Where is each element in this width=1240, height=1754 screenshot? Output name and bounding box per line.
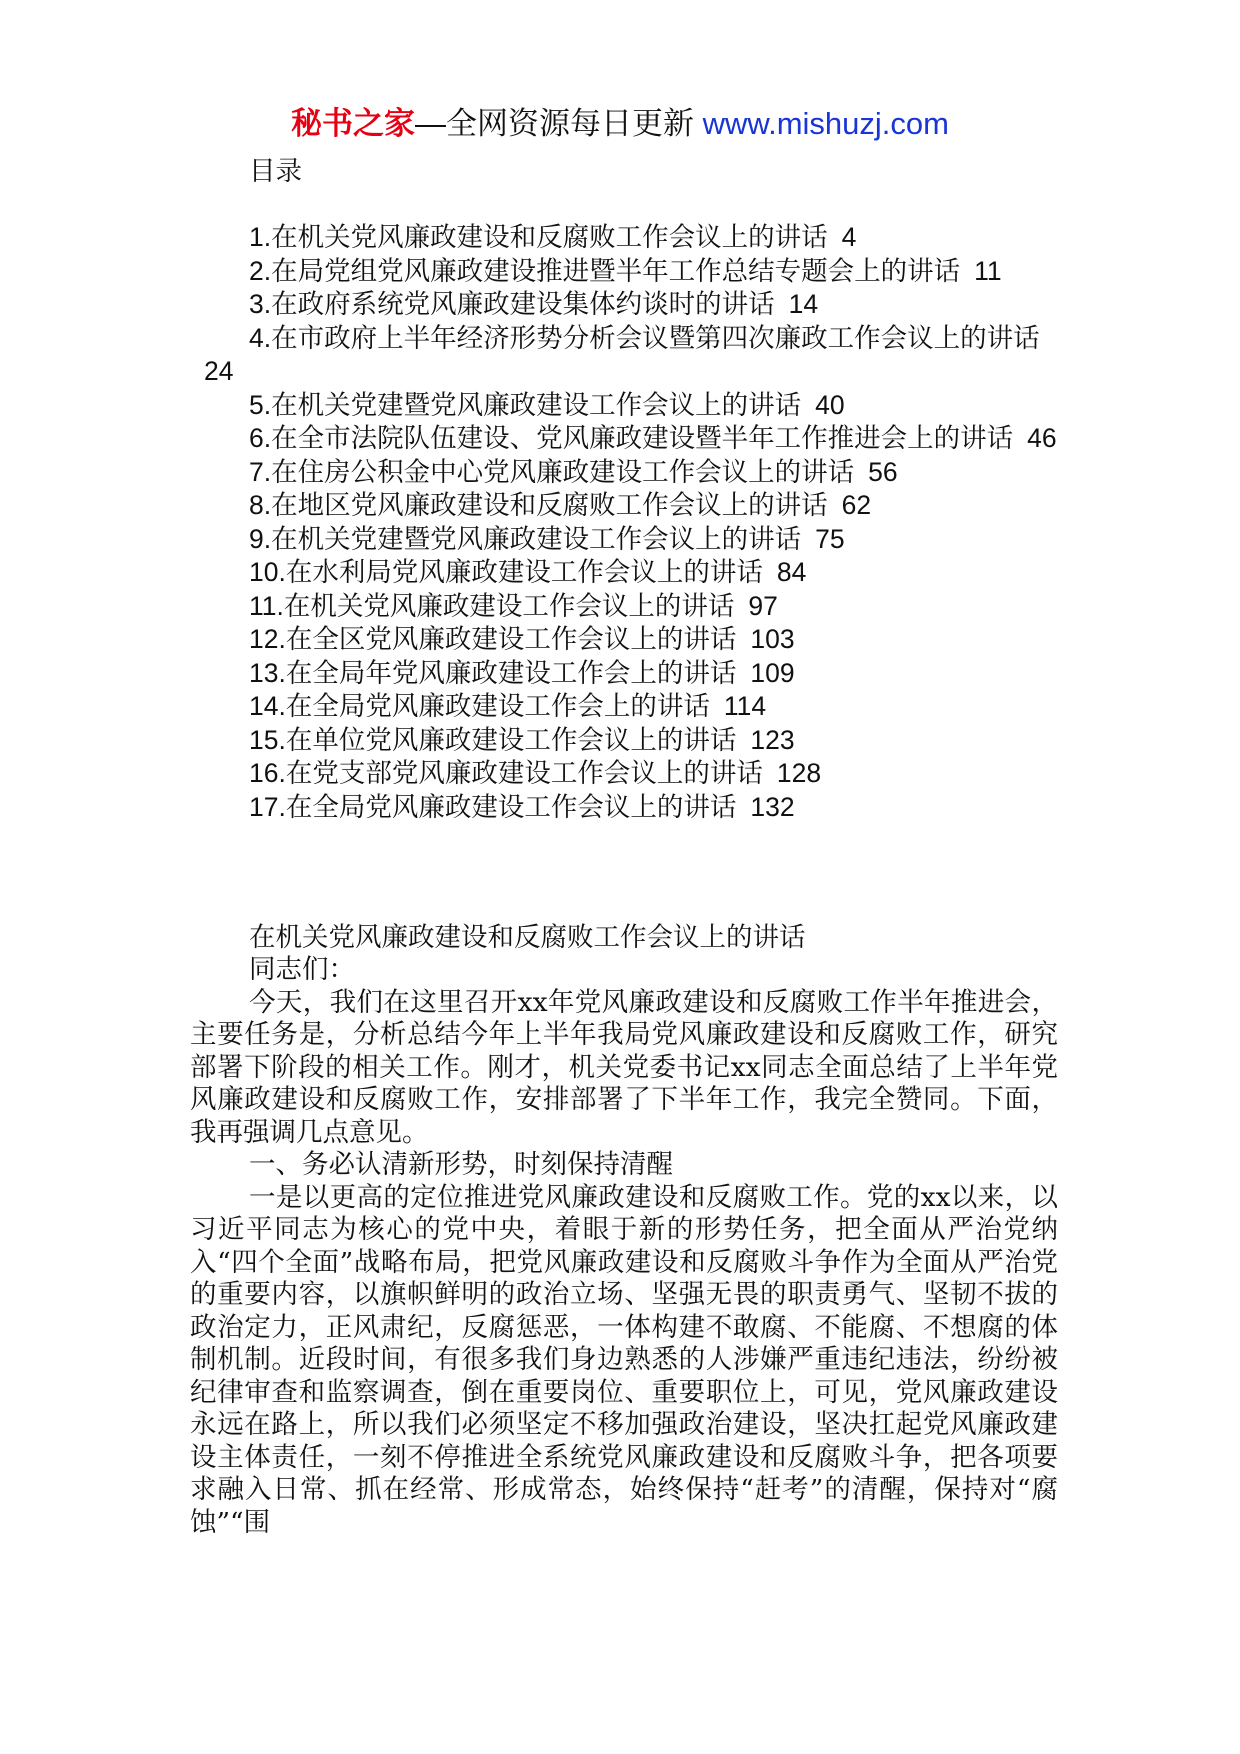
toc-entry[interactable]	[190, 556, 1058, 590]
toc-entry-title: 在机关党风廉政建设和反腐败工作会议上的讲话	[271, 222, 828, 253]
toc-entry[interactable]	[190, 623, 1058, 657]
toc-entry-page: 46	[1027, 423, 1057, 453]
toc-entry[interactable]	[190, 422, 1058, 456]
toc-entry-number: 12.	[249, 624, 286, 654]
table-of-contents	[190, 221, 1058, 824]
toc-entry-page: 123	[750, 724, 795, 755]
toc-entry-number: 6.	[249, 423, 272, 453]
toc-entry-title: 在水利局党风廉政建设工作会议上的讲话	[285, 557, 763, 588]
toc-entry-page: 84	[776, 557, 807, 587]
toc-entry-number: 17.	[249, 791, 286, 822]
toc-entry-number: 11.	[249, 590, 284, 621]
toc-entry-title: 在地区党风廉政建设和反腐败工作会议上的讲话	[271, 490, 828, 521]
toc-entry-number: 16.	[249, 758, 286, 788]
toc-entry-number: 7.	[249, 456, 272, 487]
toc-entry-page: 97	[748, 590, 778, 621]
toc-entry-number: 13.	[249, 657, 286, 688]
toc-entry-page: 4	[841, 222, 857, 252]
toc-entry-page: 11	[974, 255, 1002, 286]
site-url-link[interactable]: www.mishuzj.com	[702, 106, 949, 141]
toc-entry-title: 在全局党风廉政建设工作会上的讲话	[285, 691, 710, 722]
toc-entry-title: 在机关党建暨党风廉政建设工作会议上的讲话	[271, 389, 802, 421]
toc-entry[interactable]	[190, 523, 1058, 557]
toc-entry-number: 4.	[249, 322, 272, 353]
article-paragraph-2: 一是以更高的定位推进党风廉政建设和反腐败工作。党的xx以来，以习近平同志为核心的党中央，着眼于新的形势任务，把全面从严治党纳入“四个全面”战略布局，把党风廉政建设和反腐败斗争作为全面从严治党的重要内容，以旗帜鲜明的政治立场、坚强无畏的职责勇气、坚韧不拔的政治定力，正风肃纪，反腐惩恶，一体构建不敢腐、不能腐、不想腐的体制机制。近段时间，有很多我们身边熟悉的人涉嫌严重违纪违法，纷纷被纪律审查和监察调查，倒在重要岗位、重要职位上，可见，党风廉政建设永远在路上，所以我们必须坚定不移加强政治建设，坚决扛起党风廉政建设主体责任，一刻不停推进全系统党风廉政建设和反腐败斗争，把各项要求融入日常、抓在经常、形成常态，始终保持“赶考”的清醒，保持对“腐蚀”“围	[190, 1181, 1058, 1538]
toc-entry-page: 109	[750, 657, 795, 688]
toc-entry[interactable]	[190, 221, 1058, 255]
section-gap	[190, 824, 1058, 922]
toc-entry-title: 在全区党风廉政建设工作会议上的讲话	[285, 624, 737, 655]
toc-entry-number: 5.	[249, 389, 272, 420]
toc-entry[interactable]	[190, 791, 1058, 825]
toc-entry[interactable]	[190, 288, 1058, 322]
section-heading-1: 一、务必认清新形势，时刻保持清醒	[249, 1149, 673, 1180]
toc-entry-title: 在政府系统党风廉政建设集体约谈时的讲话	[271, 289, 775, 320]
toc-entry-page: 14	[788, 289, 819, 319]
toc-entry-number: 15.	[249, 724, 286, 755]
toc-entry-number: 2.	[249, 255, 272, 286]
toc-entry-page: 103	[750, 624, 795, 654]
toc-entry[interactable]	[190, 590, 1058, 624]
toc-gap	[190, 189, 1058, 222]
document-body	[190, 156, 1058, 1539]
toc-entry[interactable]	[190, 255, 1058, 289]
toc-entry-page: 62	[841, 490, 872, 520]
toc-entry-title: 在住房公积金中心党风廉政建设工作会议上的讲话	[271, 456, 855, 488]
toc-entry-page: 40	[815, 389, 845, 420]
toc-entry-title: 在机关党建暨党风廉政建设工作会议上的讲话	[271, 523, 802, 555]
toc-entry-title: 在单位党风廉政建设工作会议上的讲话	[285, 724, 737, 756]
toc-entry[interactable]	[190, 389, 1058, 423]
toc-entry-title: 在党支部党风廉政建设工作会议上的讲话	[285, 758, 763, 789]
toc-entry[interactable]	[190, 657, 1058, 691]
toc-entry[interactable]	[190, 690, 1058, 724]
toc-entry-title: 在市政府上半年经济形势分析会议暨第四次廉政工作会议上的讲话	[271, 322, 1040, 354]
brand-name: 秘书之家	[291, 106, 416, 141]
toc-entry-page: 128	[776, 758, 822, 788]
article-title: 在机关党风廉政建设和反腐败工作会议上的讲话	[249, 921, 806, 953]
toc-entry-page: 56	[868, 456, 898, 487]
toc-entry-page: 114	[723, 691, 767, 721]
toc-entry-number: 9.	[249, 523, 272, 554]
toc-entry-title: 在全局年党风廉政建设工作会上的讲话	[285, 657, 737, 689]
toc-entry-title: 在全局党风廉政建设工作会议上的讲话	[285, 791, 737, 823]
toc-entry[interactable]	[190, 456, 1058, 490]
toc-entry-page: 75	[815, 523, 845, 554]
toc-entry-page: 132	[750, 791, 795, 822]
toc-entry[interactable]	[190, 724, 1058, 758]
toc-title: 目录	[249, 156, 302, 187]
toc-entry-number: 8.	[249, 490, 272, 520]
header-slogan: —全网资源每日更新	[415, 106, 695, 141]
toc-entry-number: 10.	[249, 557, 286, 587]
toc-entry-title: 在局党组党风廉政建设推进暨半年工作总结专题会上的讲话	[271, 255, 961, 287]
toc-entry-number: 1.	[249, 222, 272, 252]
toc-entry-title: 在全市法院队伍建设、党风廉政建设暨半年工作推进会上的讲话	[271, 423, 1014, 454]
toc-entry-number: 3.	[249, 289, 272, 319]
toc-entry-number: 14.	[249, 691, 286, 721]
article-paragraph-1: 今天，我们在这里召开xx年党风廉政建设和反腐败工作半年推进会，主要任务是，分析总结今年上半年我局党风廉政建设和反腐败工作，研究部署下阶段的相关工作。刚才，机关党委书记xx同志全面总结了上半年党风廉政建设和反腐败工作，安排部署了下半年工作，我完全赞同。下面，我再强调几点意见。	[190, 986, 1058, 1148]
toc-entry[interactable]	[190, 322, 1058, 389]
toc-entry[interactable]	[190, 757, 1058, 791]
toc-entry-page: 24	[204, 356, 234, 386]
toc-entry-title: 在机关党风廉政建设工作会议上的讲话	[283, 590, 735, 622]
article-salutation: 同志们：	[249, 954, 355, 985]
site-header	[0, 102, 1240, 146]
toc-entry[interactable]	[190, 489, 1058, 523]
